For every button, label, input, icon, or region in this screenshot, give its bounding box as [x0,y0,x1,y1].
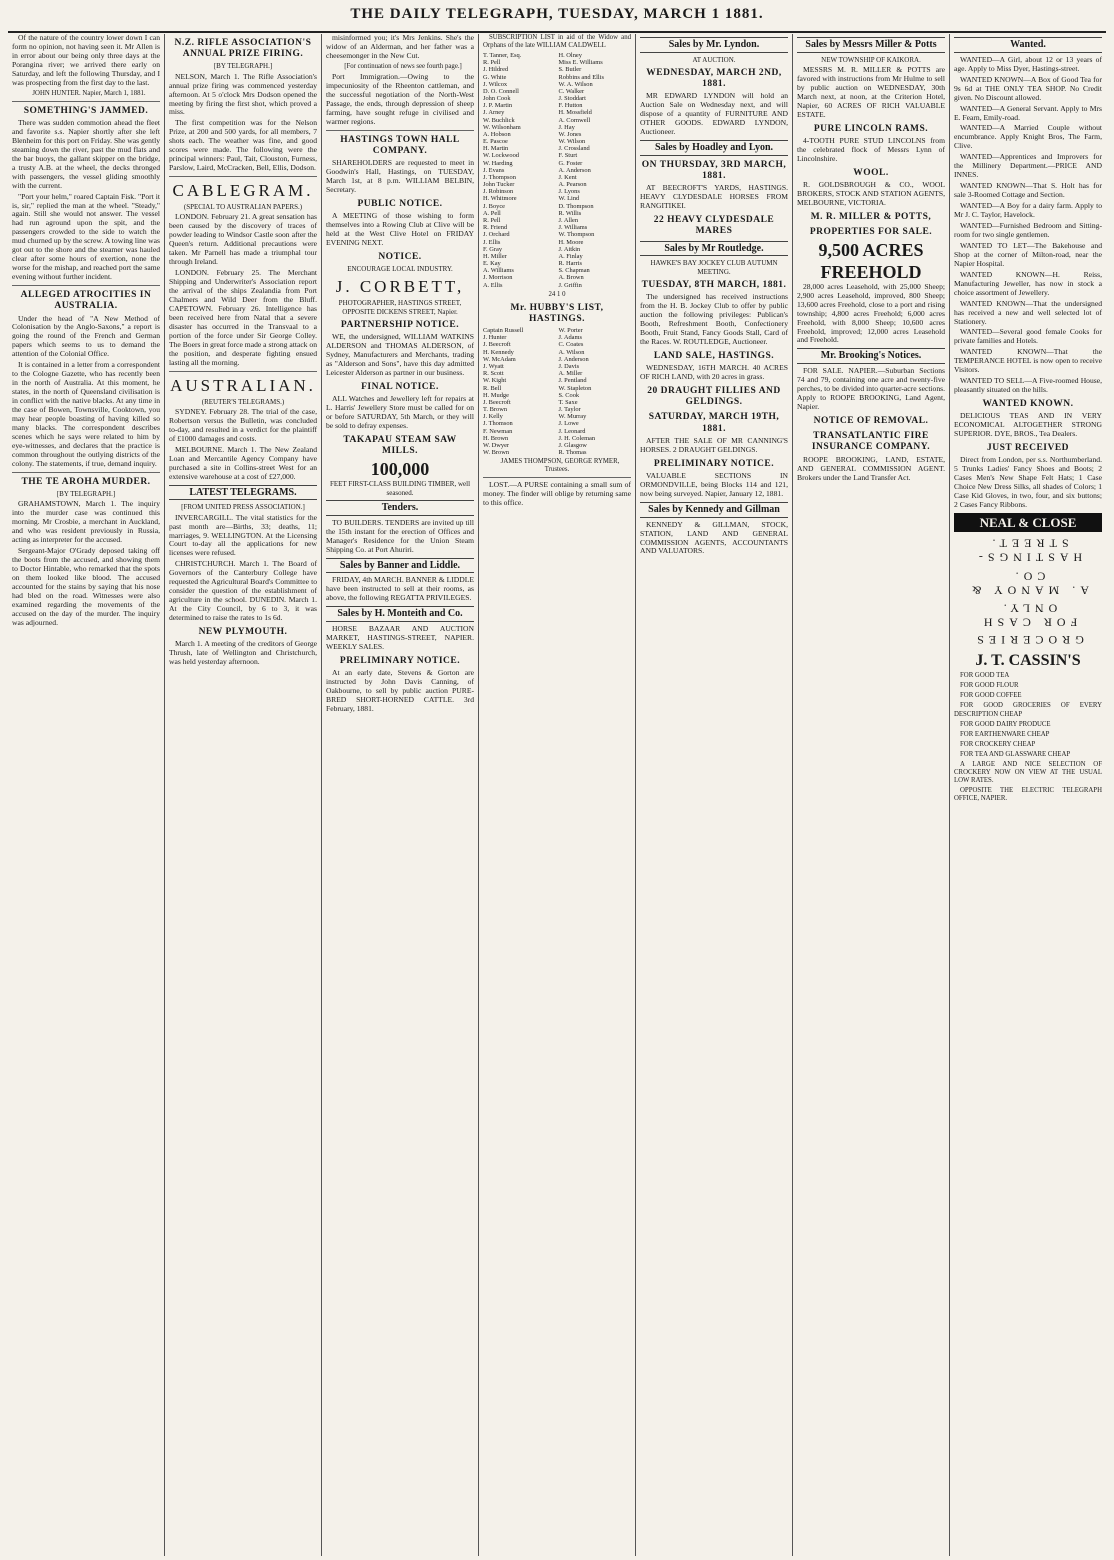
subscriber-name: H. Whitmore [483,195,517,203]
subscriber-name: F. Sturt [558,152,578,160]
subscriber-name: H. Martin [483,145,509,153]
subscriber-name: E. Kay [483,260,501,268]
tenders-text: TO BUILDERS. TENDERS are invited up till the 15th instant for the erection of Offices and Manager's Residence for the Union Steam Shipping Co. at Port Ahuriri. [326,517,474,554]
divider [169,176,317,177]
subscriber-name: J. Hay [558,123,575,131]
routledge-sub: HAWKE'S BAY JOCKEY CLUB AUTUMN MEETING. [650,259,778,276]
brooking-agent-text: ROOPE BROOKING, LAND, ESTATE, AND GENERAL COMMISSION AGENT. Brokers under the Land Transfer Act. [797,454,945,482]
subscriber-name: J. Wyatt [483,362,504,370]
aroha-sub: [BY TELEGRAPH.] [56,489,116,498]
latest-text: INVERCARGILL. The vital statistics for the past month are—Births, 33; deaths, 11; marriages, 9. WELLINGTON. At the Licensing Court to-day all the applications for new licenses were refused. [169,512,317,558]
wanted-known-text: DELICIOUS TEAS AND IN VERY ECONOMICAL ALTOGETHER STRONG SUPERIOR. DYE, BROS., Tea Dealers. [954,411,1102,439]
just-received-headline: JUST RECEIVED [986,443,1070,454]
monteith-text: HORSE BAZAAR AND AUCTION MARKET, HASTINGS-STREET, NAPIER. WEEKLY SALES. [326,624,474,651]
column-1 [8,34,165,1556]
land-sale-headline: LAND SALE, HASTINGS. [653,350,775,361]
australian-text-2: MELBOURNE. March 1. The New Zealand Loan and Mercantile Agency Company have purchased a site in Collins-street West for an extensive warehouse at a cost of £27,000. [169,444,317,481]
prelim-text: At an early date, Stevens & Gorton are instructed by John Davis Canning, of Oakbourne, to sell by public auction PURE-BRED SHORT-HORNED CATTLE. 3rd February, 1881. [326,668,474,713]
subscriber-name: J. Ellis [483,238,501,246]
timber-amount: 100,000 [370,459,430,480]
public-notice-text: A MEETING of those wishing to form themselves into a Rowing Club at Clive will be held at the West Clive Hotel on FRIDAY EVENING NEXT. [326,211,474,247]
mrm-headline: M. R. MILLER & POTTS, [810,211,932,222]
divider [12,101,160,102]
subscriber-name: J. Evans [483,166,505,174]
subscriber-name: T. Tanner, Esq. [483,52,522,60]
inverted-groceries: GROCERIES [972,633,1084,648]
subscriber-name: W. Kight [483,377,507,385]
rifle-sub: [BY TELEGRAPH.] [213,62,273,71]
subscriber-name: J. Hunter [483,334,507,342]
subscriber-name: R. Willis [558,209,582,217]
subscription-headline: SUBSCRIPTION LIST in aid of the Widow and Orphans of the late WILLIAM CALDWELL [483,34,631,50]
aroha-headline: THE TE AROHA MURDER. [21,476,151,487]
wanted-ad: WANTED KNOWN—That the undersigned has received a new and well selected lot of Stationery. [954,298,1102,326]
aroha-text-2: Sergeant-Major O'Grady deposed taking off the boots from the accused, and showing them to Doctor Hintable, who remarked that the spots on them looked like blood. The accused accounted for the stains by saying that his nose had bled on the road. Witnesses were also examined regarding the movements of the accused on the day of the murder. The inquiry was adjourned. [12,545,160,627]
routledge-date: TUESDAY, 8TH MARCH, 1881. [641,279,787,290]
cassin-line: FOR GOOD FLOUR [960,682,1019,690]
hoadley-text: AT BEECROFT'S YARDS, HASTINGS. HEAVY CLYDESDALE HORSES FROM RANGITIKEI. [640,183,788,211]
subscriber-name: J. Anderson [558,355,589,363]
subscriber-name: J. Aitkin [558,245,581,253]
kennedy-headline: Sales by Kennedy and Gillman [640,502,788,518]
wanted-ad: WANTED—A Girl, about 12 or 13 years of age. Apply to Miss Dyer, Hastings-street. [954,54,1102,73]
hoadley-date: ON THURSDAY, 3RD MARCH, 1881. [641,160,787,182]
jammed-headline: SOMETHING'S JAMMED. [23,105,149,116]
subscriber-name: A. Williams [483,267,514,275]
neal-close-logo: NEAL & CLOSE [954,513,1102,532]
wanted-ad: WANTED—A General Servant. Apply to Mrs E. Fearn, Emily-road. [954,103,1102,122]
atrocities-text: Under the head of "A New Method of Colonisation by the Anglo-Saxons," a report is going the round of the French and German papers which seems to us to demand the attention of the Colonial Office. [12,313,160,359]
ormondville-text: VALUABLE SECTIONS IN ORMONDVILLE, being Blocks 114 and 121, now being surveyed. Napier, January 12, 1881. [640,470,788,498]
lincoln-text: 4-TOOTH PURE STUD LINCOLNS from the celebrated flock of Messrs Lynn of Lincolnshire. [797,135,945,163]
tenders-headline: Tenders. [326,500,474,516]
wanted-ad: WANTED KNOWN—That the TEMPERANCE HOTEL is now open to receive Visitors. [954,347,1102,375]
subscriber-name: J. P. Martin [483,102,513,110]
subscriber-name: R. Thomas [558,449,587,457]
subscriber-name: T. Brown [483,406,508,414]
subscriber-name: R. Pell [483,216,501,224]
hoadley-headline: Sales by Hoadley and Lyon. [640,140,788,156]
inverted-street: HASTINGS-STREET. [973,536,1083,565]
column-2 [165,34,322,1556]
transatlantic-headline: TRANSATLANTIC FIRE INSURANCE COMPANY. [811,431,931,453]
cassin-line: FOR CROCKERY CHEAP [960,740,1036,748]
final-notice-headline: FINAL NOTICE. [361,381,439,392]
subscriber-name: John Tucker [483,181,515,189]
divider [169,371,317,372]
cassin-line: FOR GOOD DAIRY PRODUCE [960,720,1051,728]
subscriber-name: J. Kelly [483,413,503,421]
latest-text-2: CHRISTCHURCH. March 1. The Board of Governors of the Canterbury College have requested the Agricultural Board's Committee to consider the question of the establishment of agriculture in the school. DUNEDIN. March 1. At the City Council, by 6 to 3, it was determined to raise the rates to 1s 6d. [169,559,317,623]
wanted-known-headline: WANTED KNOWN. [982,399,1074,410]
subscriber-name: W. Lockwood [483,152,519,160]
subscriber-name: W. Jones [558,130,582,138]
subscriber-name: J. Adams [558,334,582,342]
subscriber-name: H. Kennedy [483,348,514,356]
cassin-line: FOR GOOD TEA [960,672,1010,680]
wanted-ad: WANTED—Several good female Cooks for private families and Hotels. [954,327,1102,346]
letter-sign: JOHN HUNTER. Napier, March 1, 1881. [32,89,146,97]
subscriber-name: J. Williams [558,224,588,232]
miller-potts-headline: Sales by Messrs Miller & Potts [797,37,945,53]
subscriber-name: H. Moore [558,238,584,246]
partnership-headline: PARTNERSHIP NOTICE. [340,319,460,330]
subscriber-name: F. Gray [483,245,503,253]
cassin-line: FOR EARTHENWARE CHEAP [960,730,1050,738]
wanted-ad: WANTED TO SELL—A Five-roomed House, pleasantly situated on the hills. [954,376,1102,395]
latest-headline: LATEST TELEGRAMS. [169,485,317,501]
subscriber-name: W. Stapleton [558,384,592,392]
kennedy-text: KENNEDY & GILLMAN, STOCK, STATION, LAND AND GENERAL COMMISSION AGENTS, ACCOUNTANTS AND VALUATORS. [640,519,788,556]
subscriber-name: R. Bell [483,384,502,392]
plymouth-headline: NEW PLYMOUTH. [198,627,288,638]
takapau-headline: TAKAPAU STEAM SAW MILLS. [343,434,457,457]
subscriber-name: F. Newman [483,427,513,435]
land-sale-text: WEDNESDAY, 16TH MARCH. 40 ACRES OF RICH LAND, with 20 acres in grass. [640,363,788,382]
subscriber-name: John Cook [483,95,511,103]
wool-text: R. GOLDSBROUGH & CO., WOOL BROKERS, STOCK AND STATION AGENTS, MELBOURNE, VICTORIA. [797,180,945,207]
brooking-text: FOR SALE. NAPIER.—Suburban Sections 74 and 79, containing one acre and twenty-five perches, to be divided into quarter-acre sections. Apply to ROOPE BROOKING, Land Agent, Napier. [797,366,945,412]
subscriber-name: G. Foster [558,159,583,167]
subscriber-name: Captain Russell [483,327,524,335]
divider [12,285,160,286]
column-4 [479,34,636,1556]
subscriber-name: H. Mudge [483,391,509,399]
subscriber-name: W. Lind [558,195,580,203]
subscriber-name: A. Ellis [483,281,503,289]
subscriber-name: J. Morrison [483,274,513,282]
rifle-text: NELSON, March 1. The Rifle Association's annual prize firing was commenced yesterday afternoon. At 5 o'clock Mrs Dodson opened the meeting by firing the first shot, which proved a miss. [169,71,317,117]
rifle-text-2: The first competition was for the Nelson Prize, at 200 and 500 yards, for all members, 7 shots each. The weather was fine, and good scores were made. The following were the principal winners: Paul, Tait, Clouston, Furness, Parslow, Laird, McCracken, Bell, Ellis, Dodson. [169,118,317,173]
cablegram-sub: (SPECIAL TO AUSTRALIAN PAPERS.) [183,203,303,212]
cassin-line: FOR TEA AND GLASSWARE CHEAP [960,750,1071,758]
prelim-headline: PRELIMINARY NOTICE. [339,655,461,666]
subscriber-name: H. Miller [483,252,507,260]
column-6 [793,34,950,1556]
subscriber-name: A. Anderson [558,166,591,174]
wool-headline: WOOL. [853,167,889,178]
subscriber-name: H. Brown [483,434,509,442]
subscriber-name: W. Porter [558,327,583,335]
lincoln-headline: PURE LINCOLN RAMS. [813,123,929,134]
atrocities-headline: ALLEGED ATROCITIES IN AUSTRALIA. [20,290,152,312]
cablegram-text: LONDON. February 21. A great sensation has been caused by the discovery of traces of powder leading to Windsor Castle soon after the Queen's return. Additional precautions were taken. Mr Parnell has made a triumphal tour through Ireland. [169,212,317,267]
subscriber-name: S. Chapman [558,267,590,275]
subscriber-name: R. Pell [483,59,501,67]
subscriber-name: S. Cook [558,391,580,399]
subscriber-name: J. Davis [558,362,580,370]
wanted-ad: WANTED—A Married Couple without encumbrance. Apply Knight Bros, The Farm, Clive. [954,123,1102,151]
subscriber-name: E. Pascoe [483,138,508,146]
lyndon-sub: AT AUCTION. [692,55,736,64]
lyndon-text: MR EDWARD LYNDON will hold an Auction Sale on Wednesday next, and will dispose of a quantity of FURNITURE AND OTHER GOODS. EDWARD LYNDON, Auctioneer. [640,91,788,137]
subscriber-name: J. Taylor [558,406,581,414]
subscriber-name: R. Friend [483,224,508,232]
subscriber-name: J. Glasgow [558,441,587,449]
subscriber-name: J. Thomson [483,420,513,428]
subscriber-name: W. Wilson [558,138,586,146]
corbett-sub: PHOTOGRAPHER, HASTINGS STREET, OPPOSITE DICKENS STREET, Napier. [338,299,462,316]
subscriber-name: F. Hutton [558,102,583,110]
timber-sub: FEET FIRST-CLASS BUILDING TIMBER, well seasoned. [329,480,471,497]
subscriber-name: C. Walker [558,87,585,95]
subscriber-name: W. Brown [483,449,510,457]
subscriber-name: W. A. Wilson [558,80,593,88]
wanted-ad: WANTED TO LET—The Bakehouse and Shop at the corner of Milton-road, near the Napier Hospital. [954,240,1102,268]
subscriber-name: A. Hobson [483,130,511,138]
miller-potts-text: MESSRS M. R. MILLER & POTTS are favored with instructions from Mr Hulme to sell by public auction on WEDNESDAY, 30th March next, at noon, at the Criterion Hotel, Napier, 60 ACRES OF RICH VALUABLE ESTATE. [797,65,945,119]
masthead: THE DAILY TELEGRAPH, TUESDAY, MARCH 1 1881. [8,6,1106,33]
port-immigration: Port Immigration.—Owing to the impecuniosity of the Rheenton cattleman, and the successful negotiation of the North-West Passage, the ends, through depression of sheep farming, have sought refuge in civilised and warmer regions. [326,71,474,126]
subscriber-name: W. McAdam [483,355,516,363]
banner-liddle-headline: Sales by Banner and Liddle. [326,558,474,574]
cassin-line: FOR GOOD GROCERIES OF EVERY DESCRIPTION CHEAP [954,702,1102,718]
subscriber-name: J. Robinson [483,188,514,196]
columns [8,34,1106,1556]
cassin-list [954,672,1102,802]
divider [12,472,160,473]
subscriber-name: J. Beecroft [483,398,511,406]
cablegram-text-2: LONDON. February 25. The Merchant Shipping and Underwriter's Association report the arrival of the ships Zealandia from Port Chalmers and Wild Deer from the Bluff. CAPETOWN. February 26. Intelligence has been received here from Natal that a severe disaster has occurred in the Transvaal to a portion of the force under Sir George Colley. The Boers in great force made a strong attack on the position, and desperate fighting ensued lasting all the morning. [169,268,317,367]
cassin-headline: J. T. CASSIN'S [975,651,1081,669]
subscriber-name: A. Pell [483,209,501,217]
notice-headline: NOTICE. [378,251,422,262]
subscriber-name: J. Hildred [483,66,509,74]
properties-text: 28,000 acres Leasehold, with 25,000 Sheep; 2,900 acres Leasehold, improved, 800 Sheep; 13,600 acres Freehold, close to a port and rising township; 4,800 acres Freehold; 6,000 acres Freehold, with 8,000 Sheep; 10,600 acres Freehold, improved; 12,000 acres Leasehold and Freehold. [797,281,945,345]
subscriber-name: W. Buchlick [483,116,515,124]
subscriber-name: A. Pearson [558,181,587,189]
subscriber-name: J. Beecroft [483,341,511,349]
subscriber-name: W. Wilsonham [483,123,521,131]
partnership-text: WE, the undersigned, WILLIAM WATKINS ALDERSON and THOMAS ALDERSON, of Sydney, Manufacturers and Merchants, trading as "Alderson and Sons", have this day admitted Leicester Alderson as partner in our business. [326,332,474,377]
subscriber-name: J. Lyons [558,188,580,196]
subscriber-name: S. Butler [558,66,582,74]
plymouth-text: March 1. A meeting of the creditors of George Thrush, late of Wellington and Christchurch, was held yesterday afternoon. [169,639,317,667]
wanted-ad: WANTED—Furnished Bedroom and Sitting-room for two single gentlemen. [954,221,1102,239]
subscriber-name: W. Murray [558,413,587,421]
subscription-total: 24 1 0 [548,290,566,298]
routledge-headline: Sales by Mr Routledge. [640,241,788,257]
cassin-line: OPPOSITE THE ELECTRIC TELEGRAPH OFFICE, NAPIER. [954,786,1102,802]
subscriber-name: A. Cornwell [558,116,591,124]
cablegram-headline: CABLEGRAM. [172,181,314,201]
subscriber-name: J. Griffin [558,281,582,289]
wanted-list [954,56,1102,395]
corbett-name: J. CORBETT, [335,277,465,297]
subscriber-name: R. Scott [483,370,504,378]
subscriber-name: J. H. Coleman [558,434,596,442]
wanted-ad: WANTED—Apprentices and Improvers for the Millinery Department.—PRICE AND INNES. [954,152,1102,180]
subscriber-name: J. Allen [558,216,579,224]
just-received-text: Direct from London, per s.s. Northumberland. 5 Trunks Ladies' Fancy Shoes and Boots; 2 Cases Men's New Shape Felt Hats; 1 Case Choice New Dress Silks, all shades of Colors; 1 Case Kid Gloves, in two, four, and six buttons; 2 Cases Fancy Ribbons. [954,455,1102,510]
removal-headline: NOTICE OF REMOVAL. [813,416,929,426]
draught-headline: 20 DRAUGHT FILLIES AND GELDINGS. [647,386,781,408]
hastings-list [483,327,631,456]
rifle-headline: N.Z. RIFLE ASSOCIATION'S ANNUAL PRIZE FIRING. [174,38,312,60]
subscriber-name: C. Coates [558,341,584,349]
subscriber-name: D. O. Connell [483,87,519,95]
properties-headline: PROPERTIES FOR SALE. [809,227,933,238]
wanted-ad: WANTED KNOWN—A Box of Good Tea for 9s 6d at THE ONLY TEA SHOP. No Credit given. No Discount allowed. [954,74,1102,102]
cassin-line: A LARGE AND NICE SELECTION OF CROCKERY NOW ON VIEW AT THE USUAL LOW RATES. [954,760,1102,784]
subscriber-name: D. Thompson [558,202,594,210]
saturday-date: SATURDAY, MARCH 19TH, 1881. [648,412,780,434]
subscriber-name: J. Lowe [558,420,579,428]
subscriber-name: J. Thompson [483,173,516,181]
banner-liddle-text: FRIDAY, 4th MARCH. BANNER & LIDDLE have been instructed to sell at their rooms, as above, the following REGATTA PRIVILEGES. [326,575,474,603]
subscriber-name: H. Mossfield [558,109,592,117]
subscriber-name: W. Thompson [558,231,595,239]
lost-notice: LOST.—A PURSE containing a small sum of money. The finder will oblige by returning same to this office. [483,480,631,508]
miller-potts-sub: NEW TOWNSHIP OF KAIKORA. [821,55,921,64]
jammed-text: There was sudden commotion ahead the fleet and favorite s.s. Napier shortly after she left Blenheim for this port on Friday. She was gently steaming down the river, past the mud flats and the bar buoys, the gallant skipper on the bridge, a trusty A.B. at the wheel, the decks thronged with passengers, the vessel gliding smoothly with the current. [12,117,160,190]
subscriber-name: R. Harris [558,260,582,268]
continuation-note: [For continuation of news see fourth page.] [344,62,462,70]
lyndon-date: WEDNESDAY, MARCH 2ND, 1881. [646,68,782,90]
subscriber-name: J. Kent [558,173,577,181]
subscriber-name: T. Saxe [558,398,578,406]
properties-big: 9,500 ACRES FREEHOLD [818,240,924,282]
saturday-text: AFTER THE SALE OF MR CANNING'S HORSES. 2 DRAUGHT GELDINGS. [640,435,788,454]
column-3 [322,34,479,1556]
subscriber-name: A. Finlay [558,252,583,260]
subscriber-name: J. Stoddart [558,95,586,103]
notice-sub: ENCOURAGE LOCAL INDUSTRY. [347,265,453,274]
routledge-text: The undersigned has received instructions from the H. B. Jockey Club to offer by public auction the following privileges: Publican's Booth, Refreshment Booth, Confectionery Booth, Fruit Stand, Fancy Goods Stall, Card of the Races. W. ROUTLEDGE, Auctioneer. [640,292,788,346]
australian-text: SYDNEY. February 28. The trial of the case, Robertson versus the Bulletin, was concluded to-day, and resulted in a verdict for the plaintiff of £1000 damages and costs. [169,406,317,443]
subscriber-name: A. Miller [558,370,583,378]
divider [483,477,631,478]
subscriber-name: J. Arney [483,109,505,117]
subscriber-name: Miss E. Williams [558,59,603,67]
wanted-headline: Wanted. [954,37,1102,53]
ormondville-headline: PRELIMINARY NOTICE. [653,458,775,469]
story-cont: misinformed you; it's Mrs Jenkins. She's the widow of an Alderman, and her father was a cheesemonger in the New Cut. [326,34,474,60]
trustees-sign: JAMES THOMPSON, GEORGE RYMER, Trustees. [500,458,620,474]
town-hall-headline: HASTINGS TOWN HALL COMPANY. [340,134,460,156]
hastings-list-headline: Mr. HUBBY'S LIST, HASTINGS. [510,302,604,324]
subscriber-name: J. Boyce [483,202,506,210]
subscriber-name: G. White [483,73,507,81]
subscription-list [483,52,631,289]
australian-sub: (REUTER'S TELEGRAMS.) [201,397,285,406]
subscriber-name: A. Wilson [558,348,585,356]
australian-headline: AUSTRALIAN. [170,375,316,395]
jammed-text-2: "Port your helm," roared Captain Fisk. "Port it is, sir," replied the man at the wheel. "Steady," again. Still she would not answer. The vessel had run aground upon the spit, and the passengers crowded to the side to watch the mud churned up by the screw. A towing line was got out to the shore and the steamer was hauled clear after some hours of exertion, none the worse for the mishap, and reached port the same evening without further incident. [12,191,160,282]
subscriber-name: H. Olney [558,52,582,60]
inverted-cash: FOR CASH ONLY. [978,601,1078,630]
subscriber-name: Robbins and Ellis [558,73,604,81]
letter-intro: Of the nature of the country lower down I can form no opinion, not having seen it. Mr Allen is in error about our being only three days at the Porangina river; we arrived there early on Saturday, and left the following Thursday, and I was prospecting from the first day to the last. [12,34,160,87]
lyndon-headline: Sales by Mr. Lyndon. [640,37,788,53]
divider [326,130,474,131]
public-notice-headline: PUBLIC NOTICE. [357,198,443,209]
subscriber-name: J. Crossland [558,145,590,153]
cassin-line: FOR GOOD COFFEE [960,692,1022,700]
subscriber-name: W. Dwyer [483,441,510,449]
wanted-ad: WANTED KNOWN—That S. Holt has for sale 3-Roomed Cottage and Section. [954,181,1102,200]
brooking-headline: Mr. Brooking's Notices. [797,348,945,364]
subscriber-name: J. Leonard [558,427,586,435]
latest-sub: [FROM UNITED PRESS ASSOCIATION.] [181,503,305,512]
aroha-text: GRAHAMSTOWN, March 1. The inquiry into the murder case was continued this morning. Mr Crosbie, a merchant in Auckland, and who was resident previously in Russia, acting as interpreter for the accused. [12,499,160,544]
inverted-manoy: A. MANOY & CO. [967,568,1089,598]
wanted-ad: WANTED—A Boy for a dairy farm. Apply to Mr J. C. Taylor, Havelock. [954,201,1102,220]
town-hall-text: SHAREHOLDERS are requested to meet in Goodwin's Hall, Hastings, on TUESDAY, March 1st, at 8 p.m. WILLIAM BELBIN, Secretary. [326,158,474,194]
subscriber-name: J. Pentland [558,377,587,385]
column-5 [636,34,793,1556]
subscriber-name: W. Harding [483,159,513,167]
wanted-ad: WANTED KNOWN—H. Reiss, Manufacturing Jeweller, has now in stock a choice assortment of Jewellery. [954,269,1102,297]
atrocities-text-2: It is contained in a letter from a correspondent to the Cologne Gazette, who has recently been in the north of Australia. At this moment, he states, in the north of Queensland civilisation is in conflict with the native blacks. At any time in the case of Bowen, Townsville, Cooktown, you may hear people boasting of having killed so many blacks. The correspondent describes scenes which he says were related to him by eye-witnesses, and declares that the practice is common throughout the outlying districts of the colony. The statements, if true, demand inquiry. [12,360,160,468]
monteith-headline: Sales by H. Monteith and Co. [326,606,474,622]
subscriber-name: A. Brown [558,274,584,282]
subscriber-name: J. Orchard [483,231,510,239]
column-7 [950,34,1106,1556]
final-notice-text: ALL Watches and Jewellery left for repairs at L. Harris' Jewellery Store must be called for on or before SATURDAY, 5th March, or they will be sold to defray expenses. [326,394,474,430]
hoadley-big: 22 HEAVY CLYDESDALE MARES [653,215,775,237]
subscriber-name: J. Wilcox [483,80,508,88]
